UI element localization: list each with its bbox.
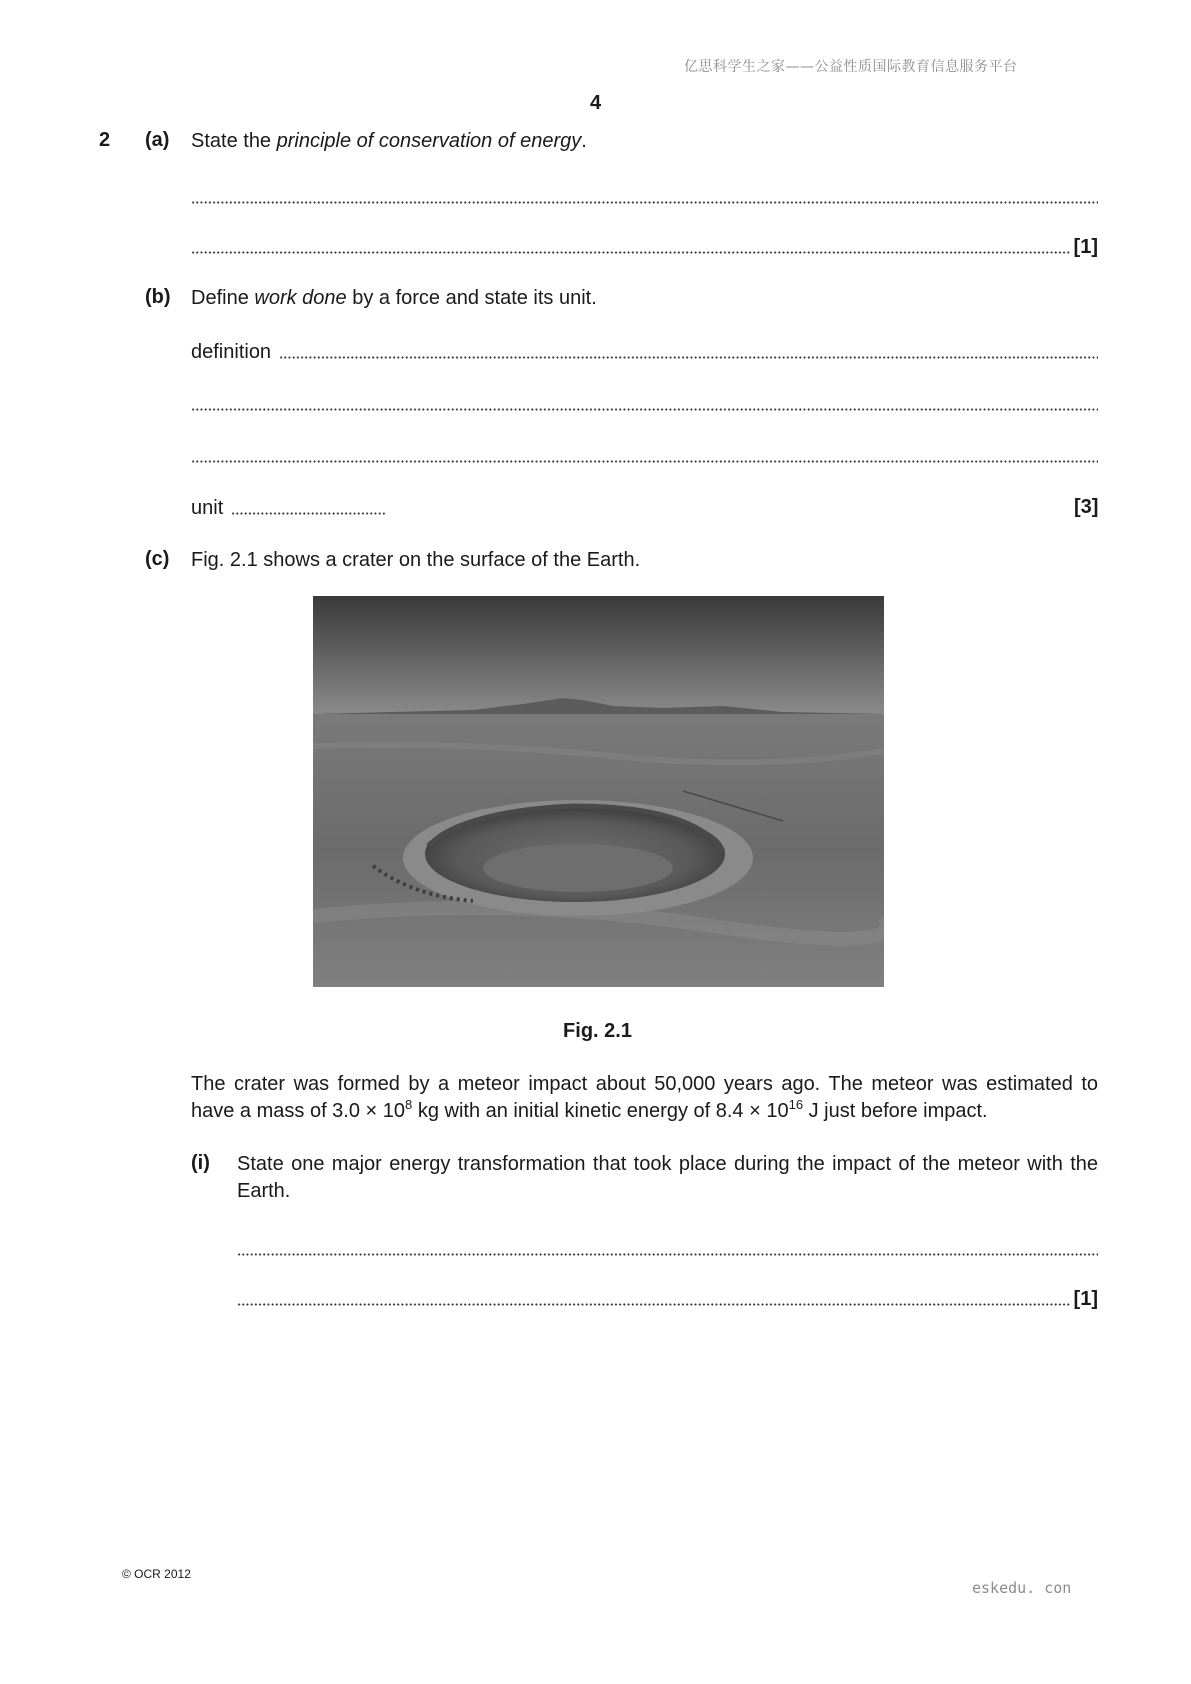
crater-description — [191, 1071, 1098, 1125]
crater-photo — [313, 596, 884, 987]
unit-line[interactable] — [191, 494, 387, 520]
mass-exponent: 8 — [405, 1097, 413, 1112]
sub-i-label: (i) — [191, 1152, 210, 1174]
part-a-text-before: State the — [191, 130, 277, 152]
part-a-label: (a) — [145, 129, 170, 151]
part-a-text-after: . — [581, 130, 587, 152]
part-a-prompt — [191, 128, 587, 154]
para-part-1: The crater was formed by a meteor impact about 50,000 years ago. The meteor was estimated to have a mass of 3.0 × 10 — [191, 1073, 1098, 1122]
answer-line-ci2[interactable] — [237, 1285, 1098, 1311]
answer-line-a2[interactable] — [191, 233, 1098, 259]
part-b-text-after: by a force and state its unit. — [346, 287, 597, 309]
para-part-2: kg with an initial kinetic energy of 8.4 × 10 — [412, 1100, 789, 1122]
answer-line-a1[interactable] — [191, 183, 1098, 209]
marks-sub-i: [1] — [1073, 1288, 1098, 1310]
definition-line-2[interactable] — [191, 390, 1098, 416]
part-b-prompt — [191, 285, 597, 311]
footer-site: eskedu. con — [972, 1579, 1072, 1597]
answer-line-ci1[interactable] — [237, 1235, 1098, 1261]
header-watermark: 亿思科学生之家——公益性质国际教育信息服务平台 — [684, 59, 1018, 75]
question-number: 2 — [99, 129, 111, 151]
part-c-label: (c) — [145, 548, 170, 570]
part-b-label: (b) — [145, 286, 171, 308]
definition-label: definition — [191, 341, 272, 363]
marks-part-a: [1] — [1073, 236, 1098, 258]
copyright: © OCR 2012 — [122, 1567, 191, 1581]
part-b-text-italic: work done — [254, 287, 347, 309]
part-c-prompt: Fig. 2.1 shows a crater on the surface of the Earth. — [191, 549, 641, 571]
definition-line-1[interactable] — [191, 338, 1098, 364]
para-part-3: J just before impact. — [803, 1100, 988, 1122]
figure-caption: Fig. 2.1 — [563, 1020, 632, 1042]
definition-line-3[interactable] — [191, 442, 1098, 468]
energy-exponent: 16 — [788, 1097, 804, 1112]
sub-i-prompt: State one major energy transformation that took place during the impact of the meteor with the Earth. — [237, 1153, 1098, 1202]
page-number: 4 — [589, 92, 602, 114]
part-a-text-italic: principle of conservation of energy — [276, 130, 582, 152]
part-b-text-before: Define — [191, 287, 255, 309]
unit-label: unit — [191, 497, 224, 519]
marks-part-b: [3] — [1074, 496, 1099, 518]
